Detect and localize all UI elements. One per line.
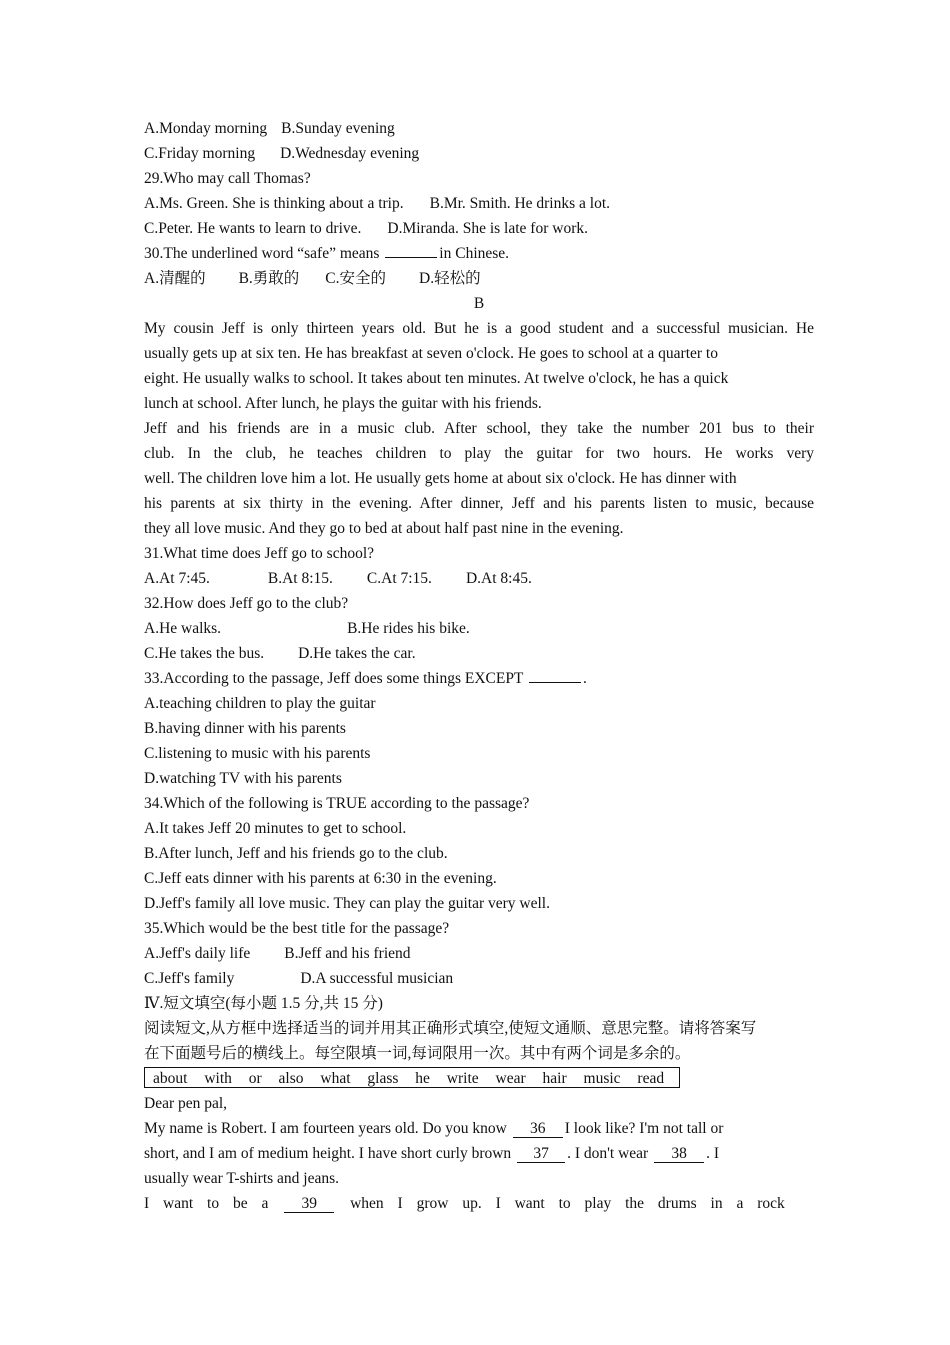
q32-option-d: D.He takes the car. — [298, 645, 416, 662]
q33-question: 33.According to the passage, Jeff does some things EXCEPT . — [144, 670, 587, 687]
q33-question-text: 33.According to the passage, Jeff does some things EXCEPT — [144, 670, 524, 687]
letter-text: . I — [706, 1145, 719, 1162]
q30-answer-blank — [385, 243, 437, 258]
q28-option-a: A.Monday morning — [144, 120, 268, 137]
letter-text: when I grow up. I want to play the drums in a rock — [350, 1195, 785, 1212]
passage-b-text — [144, 316, 814, 541]
q35-options-row-2 — [144, 966, 814, 991]
section-4-instruction-line-2: 在下面题号后的横线上。每空限填一词,每词限用一次。其中有两个词是多余的。 — [144, 1045, 691, 1062]
q35-option-a: A.Jeff's daily life — [144, 945, 251, 962]
q29-options-row-1 — [144, 191, 814, 216]
q33-answer-blank — [529, 668, 581, 683]
word-option: music — [583, 1070, 621, 1087]
blank-39: 39 — [284, 1196, 334, 1213]
letter-greeting: Dear pen pal, — [144, 1095, 228, 1112]
word-option: what — [320, 1070, 351, 1087]
q32-options-row-1 — [144, 616, 814, 641]
letter-line-3: usually wear T-shirts and jeans. — [144, 1170, 340, 1187]
q35-option-c: C.Jeff's family — [144, 970, 235, 987]
q31-option-d: D.At 8:45. — [465, 570, 532, 587]
q28-option-c: C.Friday morning — [144, 145, 256, 162]
passage-b-line: well. The children love him a lot. He usually gets home at about six o'clock. He has dinner with — [144, 470, 737, 487]
q35-option-b: B.Jeff and his friend — [284, 945, 411, 962]
q34-option-a: A.It takes Jeff 20 minutes to get to school. — [144, 820, 407, 837]
q35-question: 35.Which would be the best title for the passage? — [144, 920, 450, 937]
q29-option-d: D.Miranda. She is late for work. — [387, 220, 588, 237]
q32-options-row-2 — [144, 641, 814, 666]
q29-question: 29.Who may call Thomas? — [144, 170, 311, 187]
passage-b-line: club. In the club, he teaches children to play the guitar for two hours. He works very — [144, 445, 814, 462]
blank-38: 38 — [654, 1146, 704, 1163]
q34-option-d: D.Jeff's family all love music. They can play the guitar very well. — [144, 895, 550, 912]
letter-text: . I don't wear — [567, 1145, 649, 1162]
q33-option-c: C.listening to music with his parents — [144, 745, 371, 762]
q30-option-a: A.清醒的 — [144, 270, 206, 287]
letter-line-2 — [144, 1141, 814, 1166]
letter-line-4 — [144, 1191, 814, 1216]
q33-option-a: A.teaching children to play the guitar — [144, 695, 376, 712]
word-option: about — [153, 1070, 188, 1087]
letter-text: short, and I am of medium height. I have short curly brown — [144, 1145, 512, 1162]
q31-options-row — [144, 566, 814, 591]
word-box-row — [144, 1066, 814, 1091]
blank-37: 37 — [517, 1146, 565, 1163]
section-4-title: Ⅳ.短文填空(每小题 1.5 分,共 15 分) — [144, 995, 383, 1012]
q30-option-b: B.勇敢的 — [238, 270, 300, 287]
q28-options-row-1 — [144, 116, 814, 141]
q34-option-b: B.After lunch, Jeff and his friends go to the club. — [144, 845, 448, 862]
word-option: read — [637, 1070, 665, 1087]
q28-options-row-2 — [144, 141, 814, 166]
blank-36: 36 — [513, 1121, 563, 1138]
q30-question-text: 30.The underlined word “safe” means — [144, 245, 380, 262]
q32-option-b: B.He rides his bike. — [347, 620, 470, 637]
word-option: he — [415, 1070, 430, 1087]
q29-option-c: C.Peter. He wants to learn to drive. — [144, 220, 362, 237]
q34-option-c: C.Jeff eats dinner with his parents at 6:30 in the evening. — [144, 870, 497, 887]
q29-option-b: B.Mr. Smith. He drinks a lot. — [429, 195, 611, 212]
word-option: also — [278, 1070, 304, 1087]
q30-option-d: D.轻松的 — [419, 270, 481, 287]
word-option: hair — [542, 1070, 567, 1087]
q31-option-a: A.At 7:45. — [144, 570, 210, 587]
q35-option-d: D.A successful musician — [300, 970, 454, 987]
q31-question: 31.What time does Jeff go to school? — [144, 545, 375, 562]
word-option: glass — [367, 1070, 399, 1087]
passage-b-line: Jeff and his friends are in a music club. After school, they take the number 201 bus to their — [144, 420, 814, 437]
q34-question: 34.Which of the following is TRUE according to the passage? — [144, 795, 530, 812]
section-4-instruction-line-1: 阅读短文,从方框中选择适当的词并用其正确形式填空,使短文通顺、意思完整。请将答案写 — [144, 1020, 757, 1037]
letter-text: I want to be a — [144, 1195, 269, 1212]
q35-options-row-1 — [144, 941, 814, 966]
passage-b-line: his parents at six thirty in the evening. After dinner, Jeff and his parents listen to music, because — [144, 495, 814, 512]
passage-b-line: usually gets up at six ten. He has breakfast at seven o'clock. He goes to school at a quarter to — [144, 345, 718, 362]
passage-b-line: My cousin Jeff is only thirteen years old. But he is a good student and a successful musician. He — [144, 320, 814, 337]
word-option: with — [204, 1070, 232, 1087]
q33-option-b: B.having dinner with his parents — [144, 720, 346, 737]
q28-option-b: B.Sunday evening — [281, 120, 395, 137]
word-box — [144, 1067, 680, 1088]
q32-option-c: C.He takes the bus. — [144, 645, 265, 662]
letter-text: I look like? I'm not tall or — [564, 1120, 724, 1137]
q28-option-d: D.Wednesday evening — [280, 145, 420, 162]
word-option: wear — [495, 1070, 526, 1087]
passage-b-line: they all love music. And they go to bed at about half past nine in the evening. — [144, 520, 624, 537]
letter-line-1 — [144, 1116, 814, 1141]
letter-text: My name is Robert. I am fourteen years old. Do you know — [144, 1120, 507, 1137]
passage-b-heading: B — [473, 295, 485, 312]
q29-option-a: A.Ms. Green. She is thinking about a trip. — [144, 195, 404, 212]
q30-question-tail: in Chinese. — [439, 245, 510, 262]
q31-option-c: C.At 7:15. — [366, 570, 432, 587]
q30-question — [144, 241, 814, 266]
q30-option-c: C.安全的 — [325, 270, 387, 287]
word-option: or — [248, 1070, 262, 1087]
q33-option-d: D.watching TV with his parents — [144, 770, 342, 787]
passage-b-line: lunch at school. After lunch, he plays the guitar with his friends. — [144, 395, 542, 412]
q30-options-row — [144, 266, 814, 291]
q32-option-a: A.He walks. — [144, 620, 222, 637]
exam-page — [144, 116, 814, 1216]
q29-options-row-2 — [144, 216, 814, 241]
q32-question: 32.How does Jeff go to the club? — [144, 595, 349, 612]
word-option: write — [446, 1070, 479, 1087]
q31-option-b: B.At 8:15. — [267, 570, 333, 587]
passage-b-line: eight. He usually walks to school. It takes about ten minutes. At twelve o'clock, he has a quick — [144, 370, 729, 387]
